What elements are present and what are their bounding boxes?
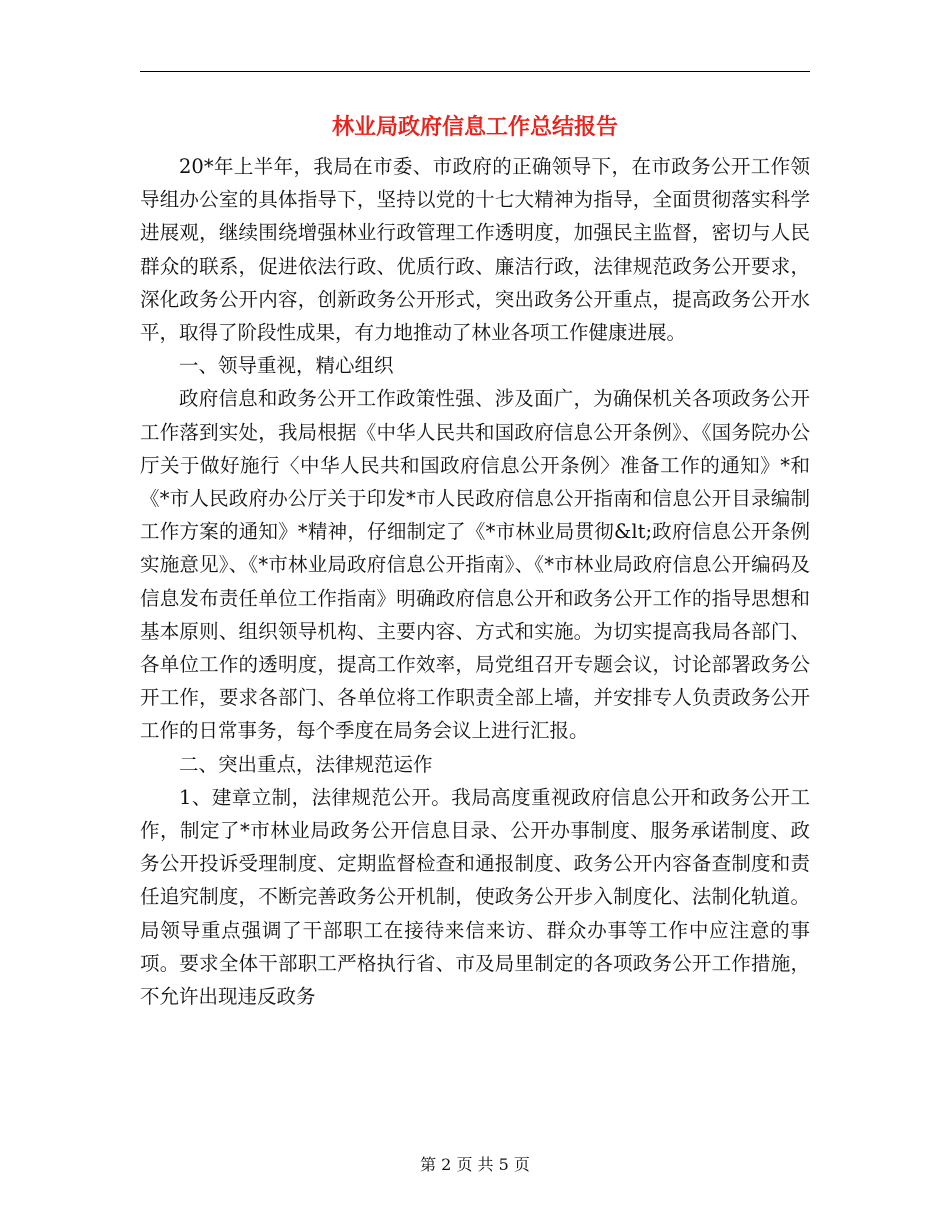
paragraph-subsection-1: 1、建章立制，法律规范公开。我局高度重视政府信息公开和政务公开工作，制定了*市林业局政务公开信息目录、公开办事制度、服务承诺制度、政务公开投诉受理制度、定期监督检查和通报制度、政务公开内容备查制度和责任追究制度，不断完善政务公开机制，使政务公开步入制度化、法制化轨道。局领导重点强调了干部职工在接待来信来访、群众办事等工作中应注意的事项。要求全体干部职工严格执行省、市及局里制定的各项政务公开工作措施，不允许出现违反政务 [140,785,810,1009]
paragraph-intro: 20*年上半年，我局在市委、市政府的正确领导下，在市政务公开工作领导组办公室的具体指导下，坚持以党的十七大精神为指导，全面贯彻落实科学进展观，继续围绕增强林业行政管理工作透明度，加强民主监督，密切与人民群众的联系，促进依法行政、优质行政、廉洁行政，法律规范政务公开要求，深化政务公开内容，创新政务公开形式，突出政务公开重点，提高政务公开水平，取得了阶段性成果，有力地推动了林业各项工作健康进展。 [140,155,810,345]
section-heading-2: 二、突出重点，法律规范运作 [179,752,433,776]
header-rule [140,71,810,72]
page-number-footer: 第 2 页 共 5 页 [420,1155,530,1174]
paragraph-section-1: 政府信息和政务公开工作政策性强、涉及面广，为确保机关各项政务公开工作落到实处，我局根据《中华人民共和国政府信息公开条例》、《国务院办公厅关于做好施行〈中华人民共和国政府信息公开条例〉准备工作的通知》*和《*市人民政府办公厅关于印发*市人民政府信息公开指南和信息公开目录编制工作方案的通知》*精神，仔细制定了《*市林业局贯彻&lt;政府信息公开条例实施意见》、《*市林业局政府信息公开指南》、《*市林业局政府信息公开编码及信息发布责任单位工作指南》明确政府信息公开和政务公开工作的指导思想和基本原则、组织领导机构、主要内容、方式和实施。为切实提高我局各部门、各单位工作的透明度，提高工作效率，局党组召开专题会议，讨论部署政务公开工作，要求各部门、各单位将工作职责全部上墙，并安排专人负责政务公开工作的日常事务，每个季度在局务会议上进行汇报。 [140,387,810,743]
document-body [140,150,810,1013]
section-heading-1: 一、领导重视，精心组织 [179,354,394,378]
document-title: 林业局政府信息工作总结报告 [331,114,618,140]
